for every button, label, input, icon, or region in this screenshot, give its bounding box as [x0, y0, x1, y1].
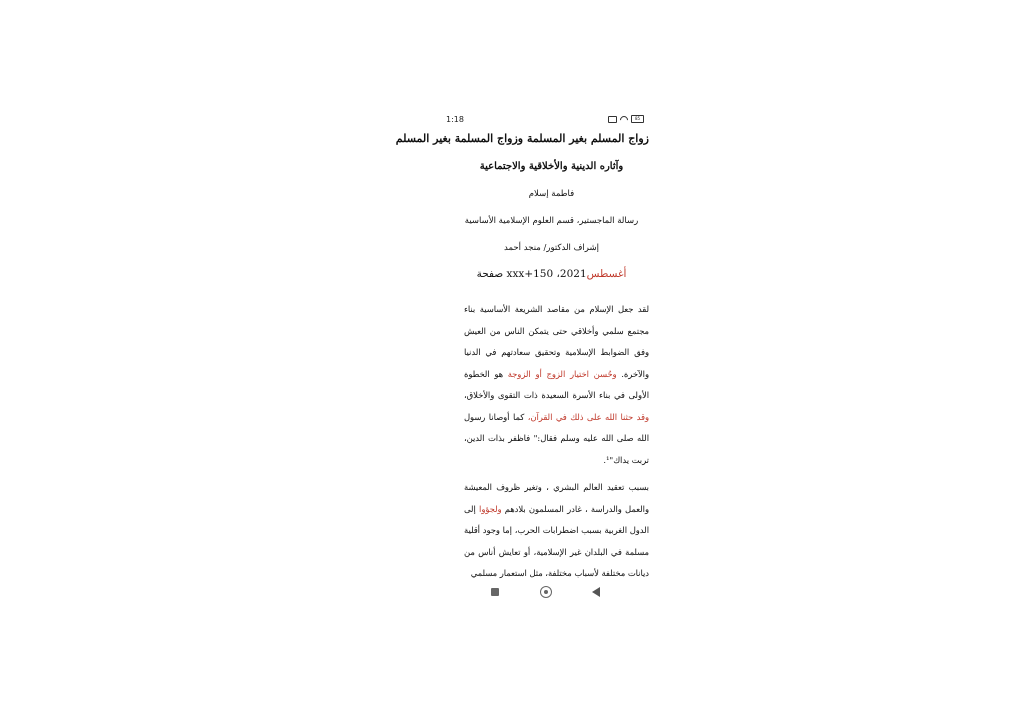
supervisor-info: إشراف الدكتور/ منجد أحمد [504, 243, 599, 253]
phone-screen [395, 110, 656, 610]
status-time: 1:18 [446, 115, 464, 124]
date-details: 2021، 150+xxx صفحة [476, 268, 587, 280]
paragraph-1-text-b: هو الخطوة الأولى في بناء الأسرة السعيدة ذات التقوى والأخلاق، [464, 368, 649, 400]
paragraph-1-text-a: لقد جعل الإسلام من مقاصد الشريعة الأساسية بناء مجتمع سلمي وأخلاقي حتى يتمكن الناس من العيش وفق الضوابط الإسلامية وتحقيق سعادتهم في الدنيا والآخرة. [464, 304, 649, 379]
paragraph-2-highlight-a: ولجؤوا [479, 503, 502, 514]
paragraph-1-text-c: كما أوصانا رسول الله صلى الله عليه وسلم فقال:" فاظفر بذات الدين، تربت يداك"¹. [464, 411, 649, 465]
publication-date [454, 268, 649, 280]
author-name: فاطمة إسلام [528, 189, 575, 199]
paragraph-1-highlight-a: وحُسن اختيار الزوج أو الزوجة [507, 368, 617, 379]
thesis-info: رسالة الماجستير، قسم العلوم الإسلامية الأساسية [464, 216, 639, 226]
paragraph-2 [464, 477, 649, 585]
home-icon[interactable] [540, 586, 552, 598]
back-icon[interactable] [592, 587, 600, 597]
camera-icon [608, 116, 617, 123]
paragraph-2-text-b: إلى الدول الغربية بسبب اضطرابات الحرب، إما وجود أقلية مسلمة في البلدان غير الإسلامية، أو تعايش أناس من ديانات مختلفة لأسباب مختلفة، مثل استعمار مسلمي [464, 503, 649, 578]
document-title-line2: وآثاره الدينية والأخلاقية والاجتماعية [479, 161, 624, 172]
recent-apps-icon[interactable] [491, 588, 499, 596]
battery-icon: 85 [631, 115, 644, 123]
navigation-bar [436, 586, 656, 602]
wifi-icon [620, 116, 628, 122]
status-icons [608, 115, 644, 123]
paragraph-1-highlight-b: وقد حثنا الله على ذلك في القرآن، [527, 411, 649, 422]
document-title-line1: زواج المسلم بغير المسلمة وزواج المسلمة بغير المسلم [395, 132, 649, 145]
paragraph-1 [464, 299, 649, 471]
date-month: أغسطس [586, 268, 627, 280]
status-bar [446, 115, 644, 127]
paragraph-2-text-a: بسبب تعقيد العالم البشري ، وتغير ظروف المعيشة والعمل والدراسة ، غادر المسلمون بلادهم [464, 482, 649, 514]
